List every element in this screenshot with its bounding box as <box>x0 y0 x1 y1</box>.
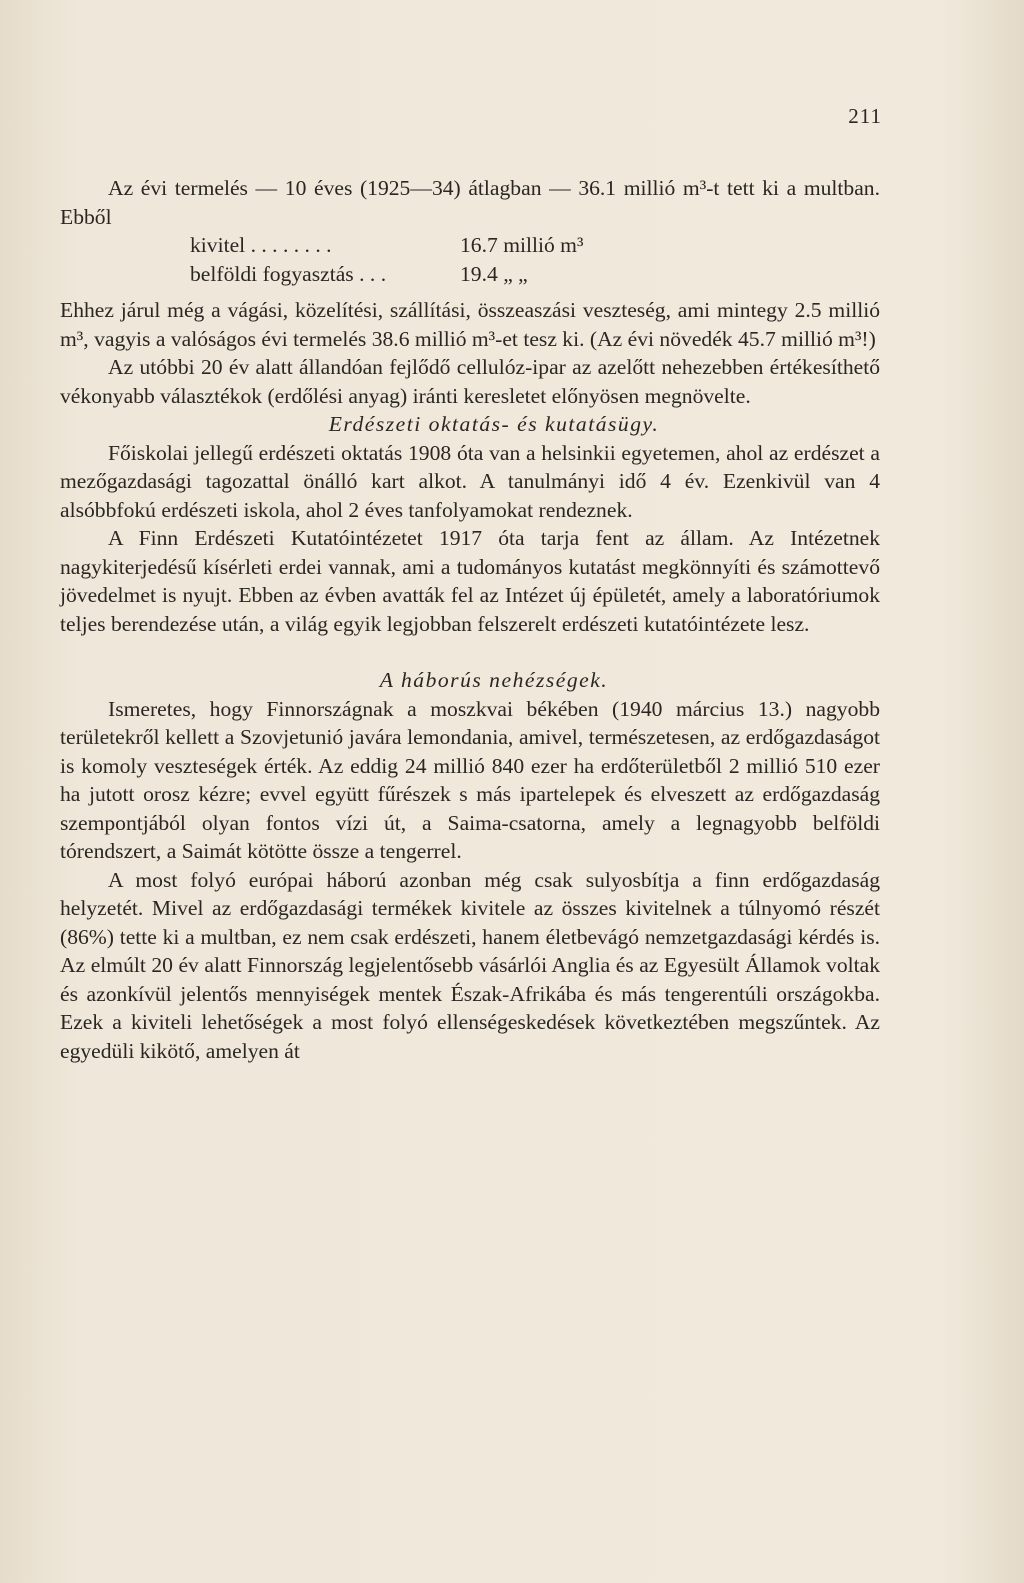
paragraph-institute: A Finn Erdészeti Kutatóintézetet 1917 óta tarja fent az állam. Az Intézetnek nagykiterjedésű kísérleti erdei vannak, ami a tudományos kutatást megkönnyíti és számottevő jövedelmet is nyujt. Ebben az évben avatták fel az Intézet új épületét, amely a laboratóriumok teljes berendezése után, a világ egyik legjobban felszerelt erdészeti kutatóintézete lesz. <box>60 526 880 636</box>
table-row-export <box>60 231 880 260</box>
table-label: kivitel . . . . . . . . <box>190 233 332 257</box>
table-value: 16.7 millió m³ <box>460 233 584 257</box>
intro-paragraph: Az évi termelés — 10 éves (1925—34) átlagban — 36.1 millió m³-t tett ki a multban. Ebből <box>60 176 880 229</box>
section-heading-war: A háborús nehézségek. <box>379 668 609 692</box>
paragraph-education: Főiskolai jellegű erdészeti oktatás 1908 óta van a helsinkii egyetemen, ahol az erdészet a mezőgazdasági tagozattal önálló kart alkot. A tanulmányi idő 4 év. Ezenkivül van 4 alsóbbfokú erdészeti iskola, ahol 2 éves tanfolyamokat rendeznek. <box>60 440 880 522</box>
page-number: 211 <box>848 104 882 128</box>
section-heading-education: Erdészeti oktatás- és kutatásügy. <box>328 412 660 436</box>
table-value: 19.4 „ „ <box>460 261 528 286</box>
page-body <box>60 174 880 1065</box>
table-label: belföldi fogyasztás . . . <box>190 261 387 286</box>
paragraph-war: Ismeretes, hogy Finnországnak a moszkvai békében (1940 március 13.) nagyobb területekről kellett a Szovjetunió javára lemondania, amivel, természetesen, az erdőgazdaságot is komoly veszteségek érték. Az eddig 24 millió 840 ezer ha erdőterületből 2 millió 510 ezer ha jutott orosz kézre; evvel együtt fűrészek s más ipartelepek és elveszett az erdőgazdaság szempontjából olyan fontos vízi út, a Saima-csatorna, amely a legnagyobb belföldi tórendszert, a Saimát kötötte össze a tengerrel. <box>60 696 880 863</box>
table-row-domestic <box>60 260 880 289</box>
paragraph-cellulose: Az utóbbi 20 év alatt állandóan fejlődő cellulóz-ipar az azelőtt nehezebben értékesíthető vékonyabb választékok (erdőlési anyag) iránti keresletet előnyösen megnövelte. <box>60 355 880 408</box>
paragraph-european-war: A most folyó európai háború azonban még csak sulyosbítja a finn erdőgazdaság helyzetét. Mivel az erdőgazdasági termékek kivitele az összes kivitelnek a túlnyomó részét (86%) tette ki a multban, ez nem csak erdészeti, hanem életbevágó nemzetgazdasági kérdés is. Az elmúlt 20 év alatt Finnország legjelentősebb vásárlói Anglia és az Egyesült Államok voltak és azonkívül jelentős mennyiségek mentek Észak-Afrikába és más tengerentúli országokba. Ezek a kiviteli lehetőségek a most folyó ellenségeskedések következtében megszűntek. Az egyedüli kikötő, amelyen át <box>60 867 880 1063</box>
paragraph-losses: Ehhez járul még a vágási, közelítési, szállítási, összeaszási veszteség, ami mintegy 2.5 millió m³, vagyis a valóságos évi termelés 38.6 millió m³-et tesz ki. (Az évi növedék 45.7 millió m³!) <box>60 298 880 351</box>
